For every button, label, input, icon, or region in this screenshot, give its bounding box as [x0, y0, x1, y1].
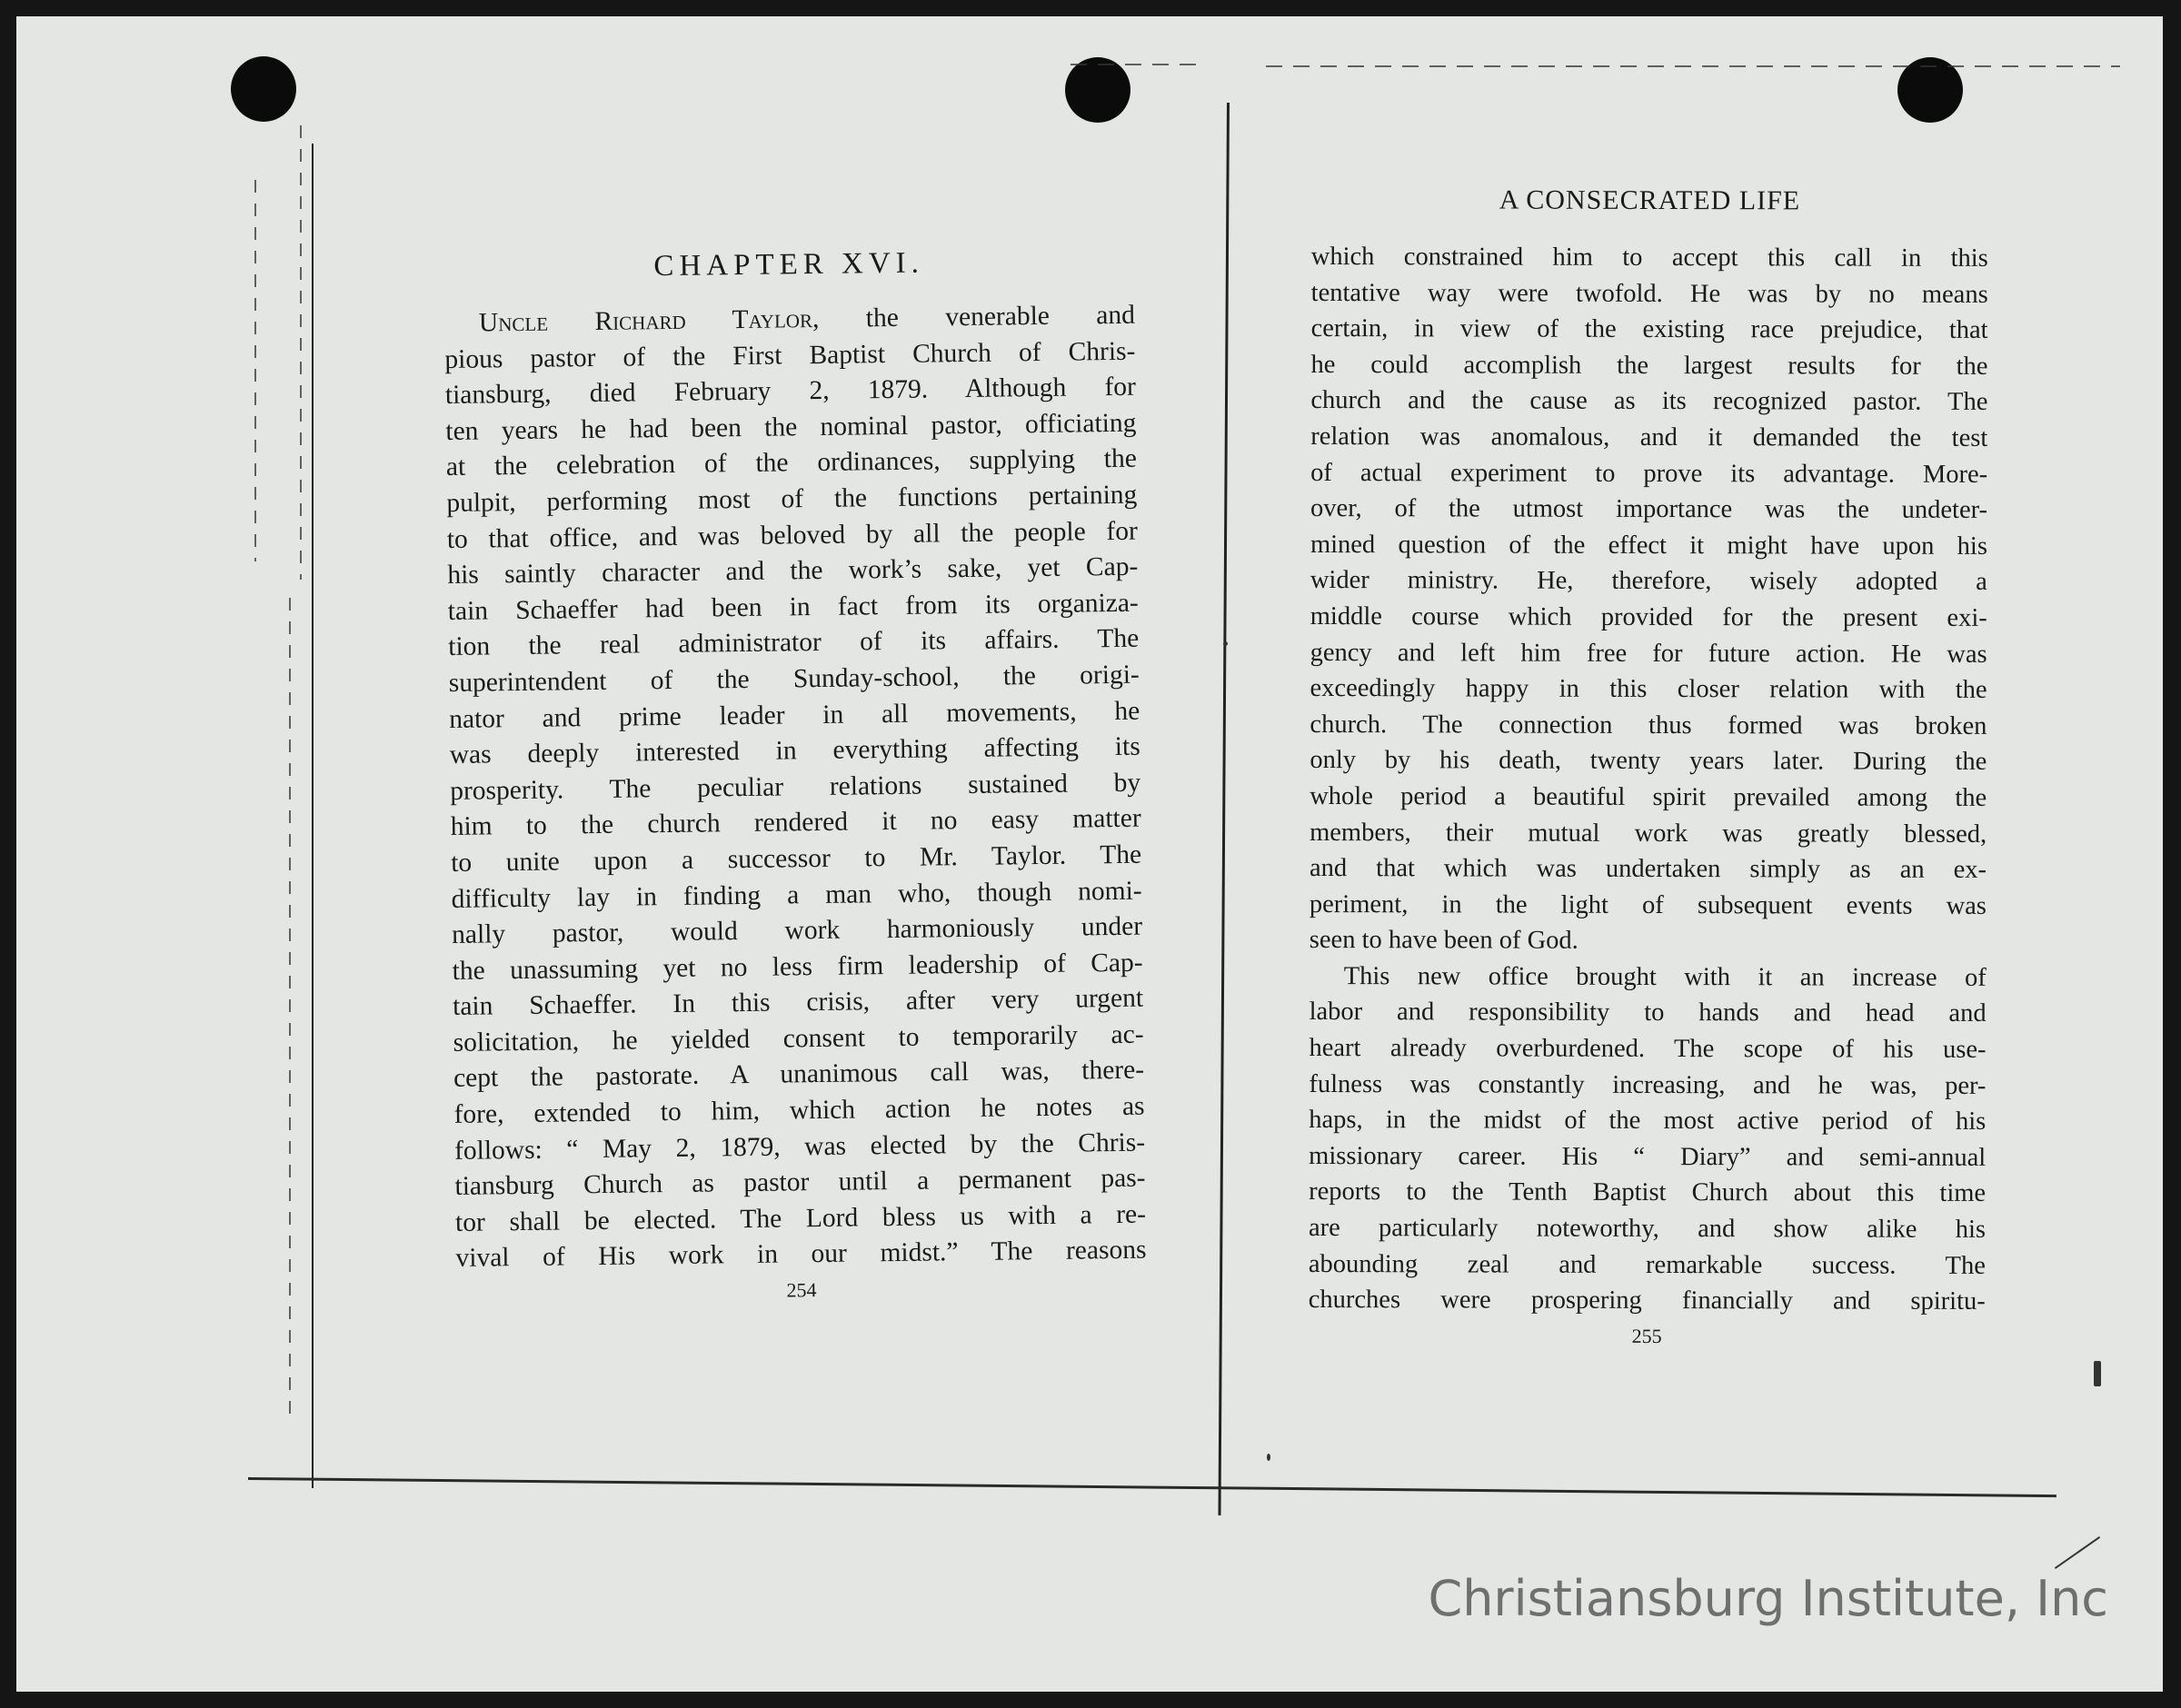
text-line: heart already overburdened. The scope of his use- — [1309, 1034, 1987, 1065]
margin-mark-3 — [1267, 1454, 1270, 1461]
bottom-page-edge — [248, 1477, 2057, 1497]
text-line: superintendent of the Sunday-school, the origi- — [448, 660, 1140, 698]
text-line: tiansburg Church as pastor until a permanent pas- — [454, 1163, 1146, 1202]
text-line: middle course which provided for the present exi- — [1310, 601, 1987, 632]
punch-hole-center — [1065, 57, 1130, 123]
text-line: only by his death, twenty years later. During the — [1310, 746, 1987, 777]
text-line: reports to the Tenth Baptist Church about this time — [1309, 1177, 1987, 1208]
right-page-number: 255 — [1631, 1324, 1662, 1347]
text-line: ten years he had been the nominal pastor, officiating — [445, 408, 1137, 446]
text-line: solicitation, he yielded consent to temporarily ac- — [453, 1019, 1144, 1058]
running-head: A CONSECRATED LIFE — [1499, 184, 1801, 216]
text-line: certain, in view of the existing race prejudice, that — [1310, 314, 1988, 345]
text-line: mined question of the effect it might have upon his — [1310, 530, 1988, 561]
chapter-title: CHAPTER XVI. — [653, 246, 925, 283]
text-line: wider ministry. He, therefore, wisely adopted a — [1310, 566, 1987, 597]
text-line: whole period a beautiful spirit prevailed among the — [1310, 781, 1987, 812]
text-line: fore, extended to him, which action he notes as — [453, 1091, 1145, 1129]
right-page-text — [1309, 239, 1988, 1320]
text-line: vival of His work in our midst.” The reasons — [455, 1236, 1147, 1274]
text-line: prosperity. The peculiar relations sustained by — [450, 768, 1141, 806]
text-line: the unassuming yet no less firm leadership of Cap- — [452, 948, 1143, 986]
text-line: abounding zeal and remarkable success. The — [1308, 1249, 1986, 1280]
text-line: nally pastor, would work harmoniously under — [451, 911, 1143, 950]
text-line: members, their mutual work was greatly blessed, — [1310, 818, 1987, 849]
text-line: periment, in the light of subsequent events was — [1309, 889, 1987, 920]
text-line: are particularly noteworthy, and show alike his — [1308, 1214, 1987, 1244]
text-line: cept the pastorate. A unanimous call was, there- — [453, 1056, 1145, 1094]
text-line: Uncle Richard Taylor, the venerable and — [478, 300, 1136, 338]
margin-mark-2 — [1223, 641, 1228, 646]
text-line: tain Schaeffer had been in fact from its organiza- — [447, 588, 1139, 626]
text-line: follows: “ May 2, 1879, was elected by the Chris- — [453, 1127, 1146, 1166]
text-line: haps, in the midst of the most active period of his — [1309, 1106, 1987, 1137]
margin-mark — [2094, 1361, 2101, 1386]
text-line: fulness was constantly increasing, and he was, per- — [1309, 1069, 1987, 1100]
opening-small-caps: Uncle Richard Taylor — [478, 304, 813, 338]
punch-hole-left — [231, 56, 296, 122]
margin-mark-4 — [2055, 1536, 2100, 1569]
left-copy-edge-outer — [254, 180, 256, 561]
text-line: tiansburg, died February 2, 1879. Although for — [444, 372, 1137, 411]
text-line: tor shall be elected. The Lord bless us with a re- — [454, 1199, 1147, 1237]
text-line: labor and responsibility to hands and head and — [1309, 998, 1987, 1028]
text-line: church and the cause as its recognized pastor. The — [1310, 386, 1988, 417]
text-line: seen to have been of God. — [1309, 926, 1578, 956]
text-line: nator and prime leader in all movements, he — [449, 696, 1140, 734]
text-line: churches were prospering financially and spiritu- — [1308, 1286, 1986, 1316]
text-line: at the celebration of the ordinances, supplying the — [445, 444, 1138, 482]
text-line: over, of the utmost importance was the undeter- — [1310, 494, 1988, 525]
top-copy-edge-left — [1071, 64, 1207, 65]
text-line: to that office, and was beloved by all the people for — [446, 516, 1138, 554]
right-page — [1309, 184, 1988, 1349]
text-line: which constrained him to accept this call in this — [1310, 242, 1988, 273]
text-line: relation was anomalous, and it demanded the test — [1310, 422, 1988, 452]
text-line: tentative way were twofold. He was by no means — [1310, 278, 1988, 309]
left-copy-edge-mid — [300, 125, 302, 580]
text-line: tion the real administrator of its affairs. The — [448, 624, 1140, 662]
text-line: his saintly character and the work’s sake, yet Cap- — [447, 551, 1139, 591]
text-line: church. The connection thus formed was broken — [1310, 710, 1987, 740]
left-page-number: 254 — [786, 1278, 817, 1302]
left-page-edge — [312, 144, 314, 1488]
left-copy-edge-inner — [289, 598, 291, 1415]
top-copy-edge-right — [1266, 65, 2120, 67]
text-line: This new office brought with it an increase of — [1343, 961, 1987, 992]
text-line: pulpit, performing most of the functions pertaining — [446, 480, 1138, 518]
text-line: missionary career. His “ Diary” and semi-annual — [1309, 1141, 1987, 1172]
left-page-text — [444, 298, 1147, 1277]
left-page — [443, 244, 1147, 1306]
text-line: difficulty lay in finding a man who, though nomi- — [451, 876, 1142, 914]
scanned-sheet — [16, 16, 2163, 1692]
page-gutter-line — [1219, 103, 1230, 1515]
text-line: and that which was undertaken simply as an ex- — [1309, 854, 1987, 885]
text-line: pious pastor of the First Baptist Church of Chris- — [444, 336, 1136, 374]
text-line: exceedingly happy in this closer relation with the — [1310, 674, 1987, 705]
text-line: he could accomplish the largest results for the — [1310, 350, 1988, 381]
text-line: him to the church rendered it no easy matter — [450, 803, 1141, 842]
text-line: tain Schaeffer. In this crisis, after very urgent — [452, 983, 1144, 1022]
text-line: of actual experiment to prove its advantage. More- — [1310, 458, 1988, 489]
text-line: was deeply interested in everything affecting its — [449, 731, 1140, 770]
text-line: to unite upon a successor to Mr. Taylor. The — [451, 839, 1142, 878]
text-line: gency and left him free for future action. He was — [1310, 638, 1987, 669]
watermark-text: Christiansburg Institute, Inc — [1428, 1570, 2108, 1627]
